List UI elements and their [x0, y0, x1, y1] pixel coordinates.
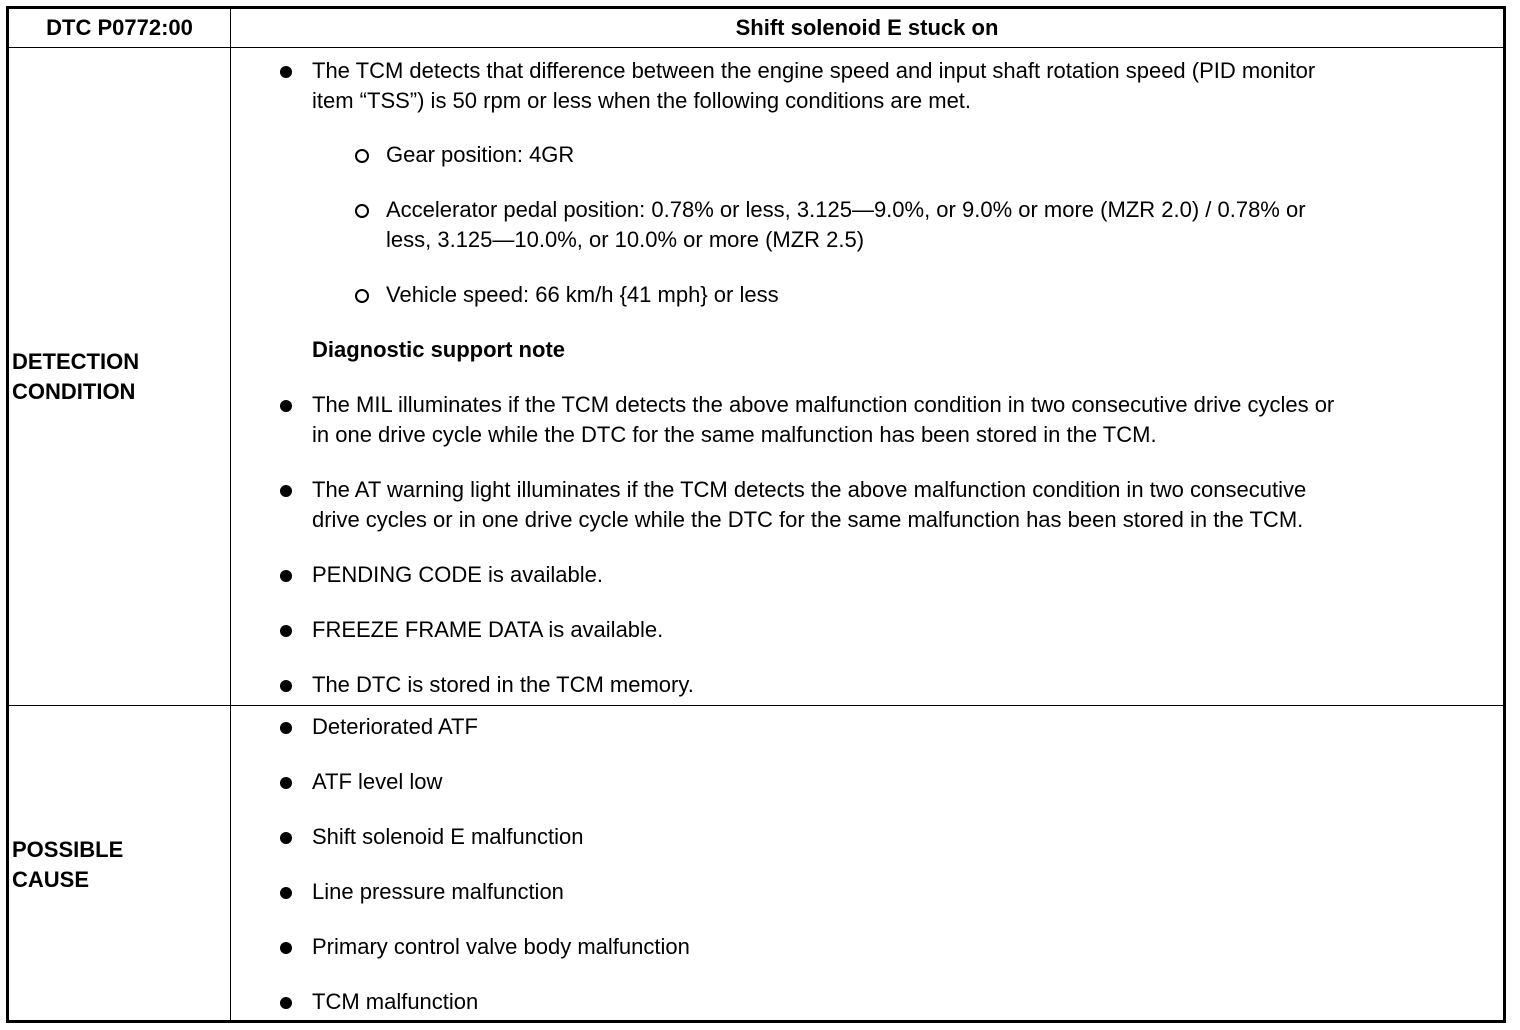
- cause-item: Line pressure malfunction: [312, 879, 564, 904]
- sub-item-vehicle-speed: Vehicle speed: 66 km/h {41 mph} or less: [386, 282, 779, 307]
- header-divider: [6, 47, 1506, 48]
- note-dtc-stored: The DTC is stored in the TCM memory.: [312, 672, 694, 697]
- hollow-bullet-icon: [355, 204, 369, 218]
- cause-item: TCM malfunction: [312, 989, 479, 1014]
- sub-item-accelerator-line1: Accelerator pedal position: 0.78% or less, 3.125—9.0%, or 9.0% or more (MZR 2.0) / 0.78% or: [386, 197, 1306, 222]
- bullet-icon: [280, 570, 292, 582]
- hollow-bullet-icon: [355, 289, 369, 303]
- dtc-title: Shift solenoid E stuck on: [735, 15, 999, 40]
- detection-label-line1: DETECTION: [12, 349, 140, 374]
- bullet-icon: [280, 485, 292, 497]
- diagnostic-note-heading: Diagnostic support note: [312, 337, 565, 362]
- bullet-icon: [280, 680, 292, 692]
- cause-item: ATF level low: [312, 769, 443, 794]
- bullet-icon: [280, 942, 292, 954]
- note-mil-line2: in one drive cycle while the DTC for the same malfunction has been stored in the TCM.: [312, 422, 1157, 447]
- cause-item: Primary control valve body malfunction: [312, 934, 690, 959]
- bullet-icon: [280, 722, 292, 734]
- sub-item-accelerator-line2: less, 3.125—10.0%, or 10.0% or more (MZR 2.5): [386, 227, 865, 252]
- bullet-icon: [280, 887, 292, 899]
- note-mil-line1: The MIL illuminates if the TCM detects the above malfunction condition in two consecutive drive cycles or: [312, 392, 1335, 417]
- note-at-warning-line1: The AT warning light illuminates if the TCM detects the above malfunction condition in two consecutive: [312, 477, 1307, 502]
- cause-label-line1: POSSIBLE: [12, 837, 124, 862]
- sub-item-gear-position: Gear position: 4GR: [386, 142, 575, 167]
- dtc-code: DTC P0772:00: [46, 15, 193, 40]
- cause-label-line2: CAUSE: [12, 867, 90, 892]
- bullet-icon: [280, 66, 292, 78]
- detection-main-line2: item “TSS”) is 50 rpm or less when the following conditions are met.: [312, 88, 972, 113]
- column-divider: [230, 6, 231, 1023]
- hollow-bullet-icon: [355, 149, 369, 163]
- section-divider: [6, 705, 1506, 706]
- cause-item: Shift solenoid E malfunction: [312, 824, 584, 849]
- note-freeze-frame: FREEZE FRAME DATA is available.: [312, 617, 664, 642]
- bullet-icon: [280, 400, 292, 412]
- bullet-icon: [280, 777, 292, 789]
- cause-item: Deteriorated ATF: [312, 714, 478, 739]
- detection-label-line2: CONDITION: [12, 379, 136, 404]
- bullet-icon: [280, 832, 292, 844]
- detection-main-line1: The TCM detects that difference between the engine speed and input shaft rotation speed (PID monitor: [312, 58, 1316, 83]
- note-at-warning-line2: drive cycles or in one drive cycle while the DTC for the same malfunction has been stored in the TCM.: [312, 507, 1304, 532]
- note-pending-code: PENDING CODE is available.: [312, 562, 603, 587]
- bullet-icon: [280, 997, 292, 1009]
- bullet-icon: [280, 625, 292, 637]
